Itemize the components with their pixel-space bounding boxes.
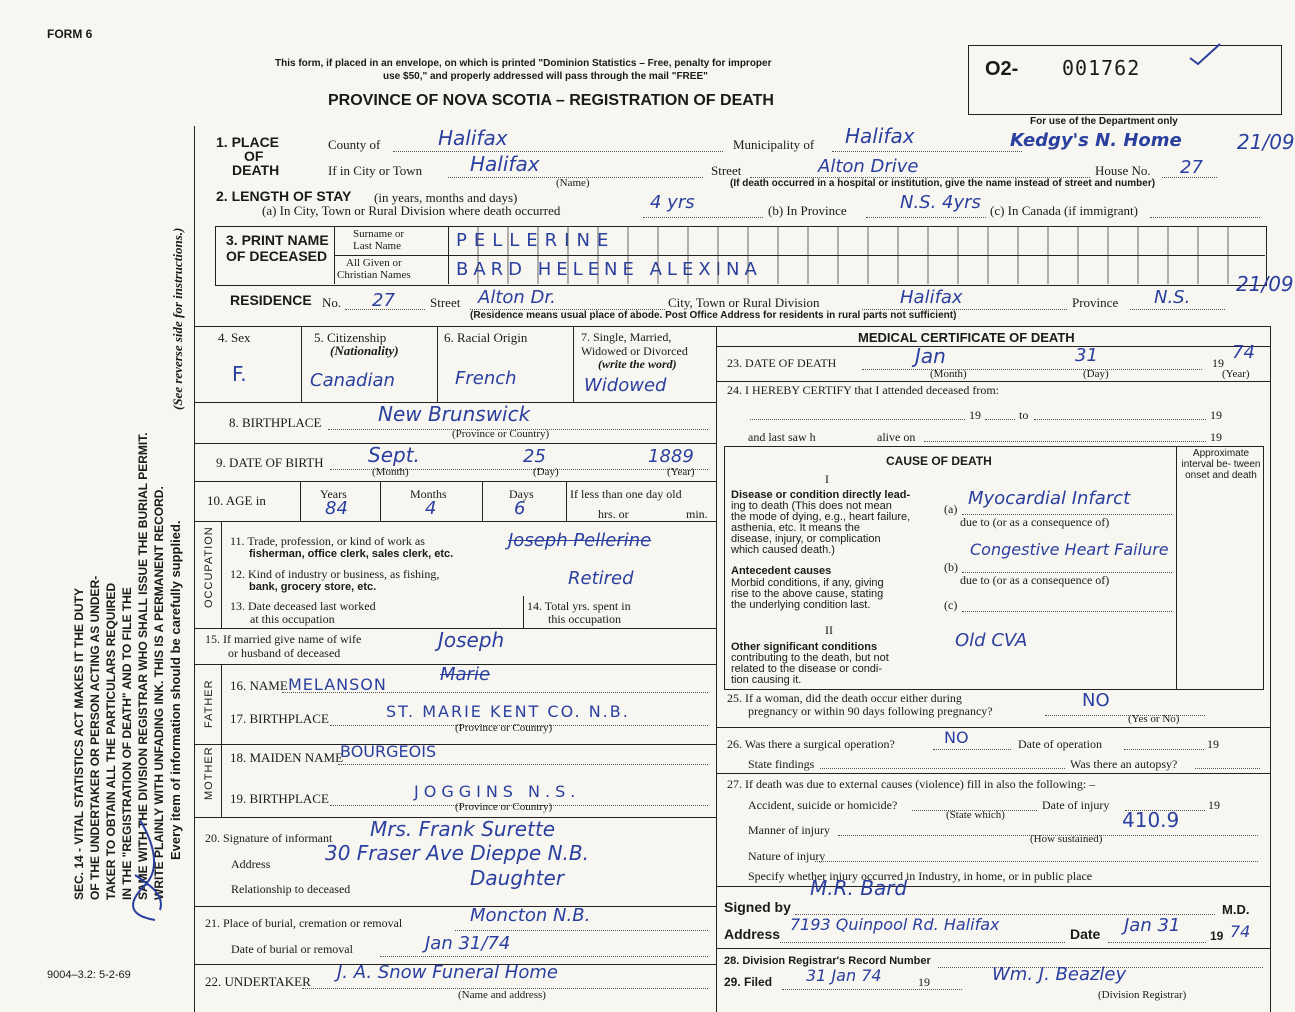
cause-part1-label: I xyxy=(825,472,829,486)
q24-to-label: to xyxy=(1019,408,1029,422)
given-label: All Given or xyxy=(346,257,402,269)
q24-to-year-prefix: 19 xyxy=(1210,408,1222,422)
dob-day-caption: (Day) xyxy=(533,466,559,478)
registration-number: 001762 xyxy=(1062,56,1141,80)
surname-label-2: Last Name xyxy=(353,240,401,252)
q23-year-value[interactable]: 74 xyxy=(1232,342,1255,363)
dob-day-value[interactable]: 25 xyxy=(523,446,546,467)
mail-notice-line-1: This form, if placed in an envelope, on which is printed "Dominion Statistics – Free, penalty for improper xyxy=(275,58,772,69)
sidebar-line-5: SAME WITH THE DIVISION REGISTRAR WHO SHALL ISSUE THE BURIAL PERMIT. xyxy=(136,432,150,900)
q15-label-2: or husband of deceased xyxy=(228,646,341,660)
sex-label: 4. Sex xyxy=(218,330,251,345)
municipality-value[interactable]: Halifax xyxy=(845,124,915,148)
direct-label-6: which caused death.) xyxy=(731,544,835,556)
sidebar-line-4: IN THE "REGISTRATION OF DEATH" AND TO FILE THE xyxy=(120,587,134,900)
q22-caption: (Name and address) xyxy=(458,989,546,1001)
street-value[interactable]: Alton Drive xyxy=(818,156,919,177)
signature-year-prefix: 19 xyxy=(1210,929,1224,943)
q13-label-2: at this occupation xyxy=(250,612,335,626)
dob-year-value[interactable]: 1889 xyxy=(648,446,694,467)
form-code: 9004–3.2: 5-2-69 xyxy=(47,969,131,981)
age-min-label: min. xyxy=(686,507,708,521)
citizenship-label: 5. Citizenship xyxy=(314,330,387,345)
cause-a-label: (a) xyxy=(944,502,958,516)
q23-month-value[interactable]: Jan xyxy=(915,344,946,368)
registrar-caption: (Division Registrar) xyxy=(1098,989,1187,1001)
occupation-side-label: OCCUPATION xyxy=(203,526,215,608)
direct-label-2: ing to death (This does not mean xyxy=(731,500,892,512)
birthplace-label: 8. BIRTHPLACE xyxy=(229,415,322,430)
manner-label: Manner of injury xyxy=(748,823,830,837)
q22-label: 22. UNDERTAKER xyxy=(205,974,311,989)
q21-label: 21. Place of burial, cremation or removal xyxy=(205,916,403,930)
residence-city-value[interactable]: Halifax xyxy=(900,287,963,308)
birthplace-caption: (Province or Country) xyxy=(452,428,550,440)
father-side-label: FATHER xyxy=(203,679,215,728)
q12-label-2: bank, grocery store, etc. xyxy=(249,581,377,593)
state-which-caption: (State which) xyxy=(946,809,1005,821)
q19-value[interactable]: JOGGINS N.S. xyxy=(414,782,581,801)
q23-label: 23. DATE OF DEATH xyxy=(727,356,837,370)
given-names-value[interactable]: BARD HELENE ALEXINA xyxy=(456,259,762,280)
age-months-value[interactable]: 4 xyxy=(425,498,437,519)
municipality-label: Municipality of xyxy=(733,137,815,152)
q20-value[interactable]: Mrs. Frank Surette xyxy=(370,817,556,841)
city-name-caption: (Name) xyxy=(556,177,590,189)
injury-date-label: Date of injury xyxy=(1042,798,1110,812)
surname-label: Surname or xyxy=(353,228,405,240)
q17-value[interactable]: ST. MARIE KENT CO. N.B. xyxy=(386,702,630,721)
how-sustained-caption: (How sustained) xyxy=(1030,833,1103,845)
q24-label: 24. I HEREBY CERTIFY that I attended deceased from: xyxy=(727,383,999,397)
city-label: If in City or Town xyxy=(328,163,423,178)
name-label-2: OF DECEASED xyxy=(226,248,328,264)
q24-from-year-prefix: 19 xyxy=(969,408,981,422)
antecedent-label-1: Antecedent causes xyxy=(731,565,832,577)
sidebar-line-7: (See reverse side for instructions.) xyxy=(170,227,185,410)
stay-label: 2. LENGTH OF STAY xyxy=(216,188,352,204)
residence-city-label: City, Town or Rural Division xyxy=(668,295,820,310)
place-label-death: DEATH xyxy=(232,162,280,178)
stay-a-value[interactable]: 4 yrs xyxy=(650,192,695,213)
signature-address-value[interactable]: 7193 Quinpool Rd. Halifax xyxy=(790,915,1000,934)
county-value[interactable]: Halifax xyxy=(438,126,508,150)
residence-street-label: Street xyxy=(430,295,461,310)
other-label-2: contributing to the death, but not xyxy=(731,652,889,664)
age-label: 10. AGE in xyxy=(207,493,266,508)
q16-value[interactable]: MELANSON xyxy=(288,675,387,694)
q26-label: 26. Was there a surgical operation? xyxy=(727,737,895,751)
checkmark-icon xyxy=(1186,40,1226,70)
q12-label: 12. Kind of industry or business, as fishing, xyxy=(230,567,440,581)
cause-code-value[interactable]: 410.9 xyxy=(1122,808,1180,832)
registration-prefix: O2- xyxy=(985,58,1019,80)
signature-date-value[interactable]: Jan 31 xyxy=(1124,915,1181,936)
op-date-label: Date of operation xyxy=(1018,737,1102,751)
q15-label: 15. If married give name of wife xyxy=(205,632,362,646)
dob-year-caption: (Year) xyxy=(667,466,695,478)
stay-c-label: (c) In Canada (if immigrant) xyxy=(990,203,1138,218)
q24-lastsaw-label: and last saw h xyxy=(748,430,816,444)
op-date-year-prefix: 19 xyxy=(1207,737,1219,751)
cause-due-label-1: due to (or as a consequence of) xyxy=(960,515,1110,529)
place-label: 1. PLACE xyxy=(216,134,280,150)
q11-label-2: fisherman, office clerk, sales clerk, etc. xyxy=(249,548,454,560)
q16-label: 16. NAME xyxy=(230,678,288,693)
q21-value[interactable]: Moncton N.B. xyxy=(470,905,591,926)
injury-date-year-prefix: 19 xyxy=(1208,798,1220,812)
age-lessday-label: If less than one day old xyxy=(570,487,682,501)
stay-b-value[interactable]: N.S. 4yrs xyxy=(900,192,981,213)
residence-note: (Residence means usual place of abode. Post Office Address for residents in rural parts not sufficient) xyxy=(470,310,957,321)
md-label: M.D. xyxy=(1222,902,1250,917)
q26-value[interactable]: NO xyxy=(944,728,969,747)
signed-by-value[interactable]: M.R. Bard xyxy=(810,876,908,900)
registrar-signature-value[interactable]: Wm. J. Beazley xyxy=(992,964,1127,985)
q18-value[interactable]: BOURGEOIS xyxy=(340,742,437,761)
q12-value[interactable]: Retired xyxy=(568,568,634,589)
cause-title: CAUSE OF DEATH xyxy=(886,454,992,468)
racial-label: 6. Racial Origin xyxy=(444,330,528,345)
department-use-label: For use of the Department only xyxy=(1030,116,1178,127)
antecedent-label-4: the underlying condition last. xyxy=(731,599,871,611)
institution-value[interactable]: Kedgy's N. Home xyxy=(1010,130,1182,151)
mother-side-label: MOTHER xyxy=(203,746,215,800)
cause-b-value[interactable]: Congestive Heart Failure xyxy=(970,540,1169,559)
cause-due-label-2: due to (or as a consequence of) xyxy=(960,573,1110,587)
q24-alive-year-prefix: 19 xyxy=(1210,430,1222,444)
informant-address-value[interactable]: 30 Fraser Ave Dieppe N.B. xyxy=(325,841,589,865)
stay-sub: (in years, months and days) xyxy=(374,190,518,205)
dob-label: 9. DATE OF BIRTH xyxy=(216,455,324,470)
direct-label-3: the mode of dying, e.g., heart failure, xyxy=(731,511,911,523)
relationship-value[interactable]: Daughter xyxy=(470,866,565,890)
stay-b-label: (b) In Province xyxy=(768,203,847,218)
cause-b-label: (b) xyxy=(944,560,958,574)
q13-label: 13. Date deceased last worked xyxy=(230,599,376,613)
specify-label: Specify whether injury occurred in Industry, in home, or in public place xyxy=(748,869,1093,883)
signature-address-label: Address xyxy=(724,926,781,942)
place-label-of: OF xyxy=(244,148,264,164)
residence-label: RESIDENCE xyxy=(230,292,312,308)
antecedent-label-3: rise to the above cause, stating xyxy=(731,588,884,600)
direct-label-5: disease, injury, or complication xyxy=(731,533,881,545)
dob-month-value[interactable]: Sept. xyxy=(368,443,420,467)
q11-label: 11. Trade, profession, or kind of work as xyxy=(230,534,425,548)
q17-caption: (Province or Country) xyxy=(455,722,553,734)
q18-label: 18. MAIDEN NAME xyxy=(230,750,344,765)
q16-extra: Marie xyxy=(440,664,491,685)
racial-value[interactable]: French xyxy=(455,368,517,389)
q24-alive-label: alive on xyxy=(877,430,916,444)
q23-year-caption: (Year) xyxy=(1222,368,1250,380)
q29-label: 29. Filed xyxy=(724,975,773,989)
signature-date-label: Date xyxy=(1070,926,1101,942)
other-value[interactable]: Old CVA xyxy=(955,630,1028,651)
residence-province-value[interactable]: N.S. xyxy=(1154,287,1191,308)
q17-label: 17. BIRTHPLACE xyxy=(230,711,329,726)
accident-label: Accident, suicide or homicide? xyxy=(748,798,898,812)
sidebar-line-1: SEC. 14 - VITAL STATISTICS ACT MAKES IT THE DUTY xyxy=(72,587,86,900)
state-findings-label: State findings xyxy=(748,757,815,771)
form-title: PROVINCE OF NOVA SCOTIA – REGISTRATION OF DEATH xyxy=(328,92,774,109)
q25-value[interactable]: NO xyxy=(1082,690,1110,711)
house-label: House No. xyxy=(1095,163,1151,178)
residence-date-note: 21/09 xyxy=(1236,272,1294,296)
q25-label: 25. If a woman, did the death occur either during xyxy=(727,691,962,705)
relationship-label: Relationship to deceased xyxy=(231,882,351,896)
marital-label-2: Widowed or Divorced xyxy=(581,344,688,358)
q20-label: 20. Signature of informant xyxy=(205,831,333,845)
sidebar-line-6: WRITE PLAINLY WITH UNFADING INK. THIS IS A PERMANENT RECORD. xyxy=(152,486,166,900)
sidebar-line-2: OF THE UNDERTAKER OR PERSON ACTING AS UNDER- xyxy=(88,575,102,900)
direct-label-1: Disease or condition directly lead- xyxy=(731,489,911,501)
birthplace-value[interactable]: New Brunswick xyxy=(378,402,531,426)
informant-address-label: Address xyxy=(231,857,271,871)
q25-caption: (Yes or No) xyxy=(1128,713,1180,725)
antecedent-label-2: Morbid conditions, if any, giving xyxy=(731,577,884,589)
mail-notice-line-2: use $50," and properly addressed will pass through the mail "FREE" xyxy=(383,71,708,82)
q23-month-caption: (Month) xyxy=(930,368,967,380)
residence-no-value[interactable]: 27 xyxy=(372,290,395,311)
other-label-3: related to the disease or condi- xyxy=(731,663,883,675)
marital-value[interactable]: Widowed xyxy=(584,375,667,396)
q19-caption: (Province or Country) xyxy=(455,801,553,813)
interval-label: Approximate interval be- tween onset and death xyxy=(1181,448,1261,481)
age-days-value[interactable]: 6 xyxy=(514,498,526,519)
burial-date-value[interactable]: Jan 31/74 xyxy=(425,933,511,954)
citizenship-value[interactable]: Canadian xyxy=(310,370,395,391)
residence-no-label: No. xyxy=(322,295,342,310)
name-letter-grid xyxy=(448,226,1265,284)
filed-date-value[interactable]: 31 Jan 74 xyxy=(806,966,882,985)
county-label: County of xyxy=(328,137,381,152)
city-value[interactable]: Halifax xyxy=(470,152,540,176)
q23-year-prefix: 19 xyxy=(1212,356,1224,370)
burial-date-label: Date of burial or removal xyxy=(231,942,353,956)
sidebar-line-8: Every item of information should be carefully supplied. xyxy=(168,520,183,860)
age-hrs-label: hrs. or xyxy=(598,507,629,521)
given-label-2: Christian Names xyxy=(337,269,411,281)
sidebar-handwritten-mark xyxy=(115,815,175,930)
sex-value[interactable]: F. xyxy=(232,362,247,386)
q19-label: 19. BIRTHPLACE xyxy=(230,791,329,806)
nature-label: Nature of injury xyxy=(748,849,826,863)
signed-by-label: Signed by xyxy=(724,899,791,915)
form-number-label: FORM 6 xyxy=(47,27,93,41)
age-months-label: Months xyxy=(410,487,447,501)
direct-label-4: asthenia, etc. It means the xyxy=(731,522,861,534)
q15-value[interactable]: Joseph xyxy=(438,628,505,652)
residence-street-value[interactable]: Alton Dr. xyxy=(478,287,556,308)
q28-label: 28. Division Registrar's Record Number xyxy=(724,955,931,967)
residence-province-label: Province xyxy=(1072,295,1119,310)
q11-value[interactable]: Joseph Pellerine xyxy=(508,530,652,551)
medical-title: MEDICAL CERTIFICATE OF DEATH xyxy=(858,330,1075,345)
stay-a-label: (a) In City, Town or Rural Division where death occurred xyxy=(262,203,561,218)
age-years-label: Years xyxy=(320,487,347,501)
surname-value[interactable]: PELLERINE xyxy=(456,230,616,251)
sidebar-line-3: TAKER TO OBTAIN ALL THE PARTICULARS REQUIRED xyxy=(104,582,118,900)
cause-a-value[interactable]: Myocardial Infarct xyxy=(968,488,1131,509)
age-days-label: Days xyxy=(509,487,534,501)
cause-part2-label: II xyxy=(825,623,833,637)
age-years-value[interactable]: 84 xyxy=(325,498,348,519)
q14-label-2: this occupation xyxy=(548,612,621,626)
marital-label-3: (write the word) xyxy=(598,357,677,371)
other-label-4: tion causing it. xyxy=(731,674,802,686)
q27-label: 27. If death was due to external causes (violence) fill in also the following: – xyxy=(727,777,1096,791)
q22-value[interactable]: J. A. Snow Funeral Home xyxy=(337,962,558,983)
dob-month-caption: (Month) xyxy=(372,466,409,478)
house-value[interactable]: 27 xyxy=(1180,157,1203,178)
q23-day-caption: (Day) xyxy=(1083,368,1109,380)
hospital-note: (If death occurred in a hospital or institution, give the name instead of street and number) xyxy=(730,178,1156,189)
autopsy-label: Was there an autopsy? xyxy=(1070,757,1178,771)
name-label: 3. PRINT NAME xyxy=(226,232,329,248)
street-label: Street xyxy=(711,163,742,178)
other-label-1: Other significant conditions xyxy=(731,641,878,653)
q23-day-value[interactable]: 31 xyxy=(1075,345,1098,366)
marital-label: 7. Single, Married, xyxy=(581,330,672,344)
cause-c-label: (c) xyxy=(944,598,958,612)
place-date-note: 21/09 xyxy=(1237,130,1295,154)
q25-label-2: pregnancy or within 90 days following pregnancy? xyxy=(748,704,993,718)
q14-label: 14. Total yrs. spent in xyxy=(527,599,631,613)
signature-year-value[interactable]: 74 xyxy=(1230,922,1251,941)
citizenship-sub: (Nationality) xyxy=(330,343,399,358)
filed-year-prefix: 19 xyxy=(918,975,930,989)
